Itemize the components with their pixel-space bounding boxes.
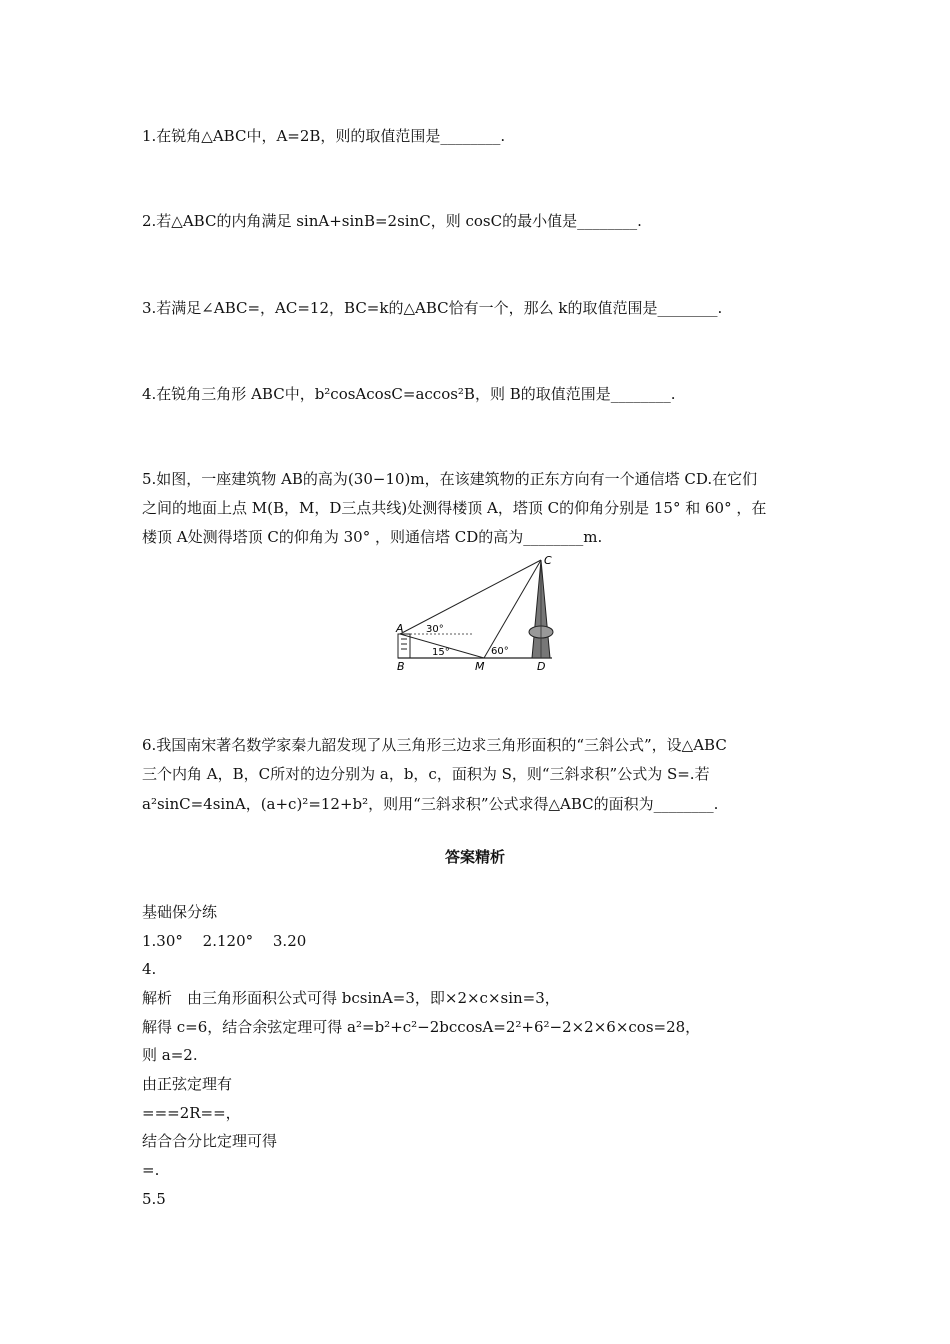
point-b-label: B <box>397 660 405 673</box>
answer-line: 4. <box>142 960 157 978</box>
angle-15-label: 15° <box>432 647 450 658</box>
answer-line: ===2R==， <box>142 1104 241 1122</box>
point-d-label: D <box>537 660 546 673</box>
answer-line: 1.30° 2.120° 3.20 <box>142 932 307 950</box>
question-6-line-3: a²sinC=4sinA，(a+c)²=12+b²，则用“三斜求积”公式求得△ABC的面积为________. <box>142 795 719 813</box>
point-m-label: M <box>475 660 485 673</box>
building-ab <box>398 634 410 658</box>
answer-line: 5.5 <box>142 1190 166 1208</box>
question-5-line-2: 之间的地面上点 M(B，M，D三点共线)处测得楼顶 A，塔顶 C的仰角分别是 15° 和 60° ，在 <box>142 499 767 517</box>
question-6-line-1: 6.我国南宋著名数学家秦九韶发现了从三角形三边求三角形面积的“三斜公式”，设△ABC <box>142 736 727 754</box>
answers-heading: 答案精析 <box>444 848 505 866</box>
answer-line: 解得 c=6，结合余弦定理可得 a²=b²+c²−2bccosA=2²+6²−2×2×6×cos=28， <box>142 1018 701 1036</box>
answer-line: 由正弦定理有 <box>142 1075 233 1093</box>
answer-line: 解析 由三角形面积公式可得 bcsinA=3，即×2×c×sin=3， <box>142 989 560 1007</box>
point-c-label: C <box>544 554 552 567</box>
question-1: 1.在锐角△ABC中，A=2B，则的取值范围是________. <box>142 127 506 145</box>
question-3: 3.若满足∠ABC=，AC=12，BC=k的△ABC恰有一个，那么 k的取值范围是________. <box>142 299 723 317</box>
question-4: 4.在锐角三角形 ABC中，b²cosAcosC=accos²B，则 B的取值范围是________. <box>142 385 676 403</box>
answer-line: 结合合分比定理可得 <box>142 1132 278 1150</box>
tower-figure <box>392 552 562 674</box>
question-5-line-1: 5.如图，一座建筑物 AB的高为(30−10)m，在该建筑物的正东方向有一个通信塔 CD.在它们 <box>142 470 758 488</box>
question-6-line-2: 三个内角 A，B，C所对的边分别为 a，b，c，面积为 S，则“三斜求积”公式为 S=.若 <box>142 765 710 783</box>
question-5-line-3: 楼顶 A处测得塔顶 C的仰角为 30° ，则通信塔 CD的高为________m. <box>142 528 603 546</box>
answer-line: 基础保分练 <box>142 903 218 921</box>
point-a-label: A <box>396 622 404 635</box>
angle-30-label: 30° <box>426 624 444 635</box>
angle-60-label: 60° <box>491 646 509 657</box>
question-2: 2.若△ABC的内角满足 sinA+sinB=2sinC，则 cosC的最小值是________. <box>142 212 642 230</box>
answer-line: =. <box>142 1161 160 1179</box>
answer-line: 则 a=2. <box>142 1046 198 1064</box>
